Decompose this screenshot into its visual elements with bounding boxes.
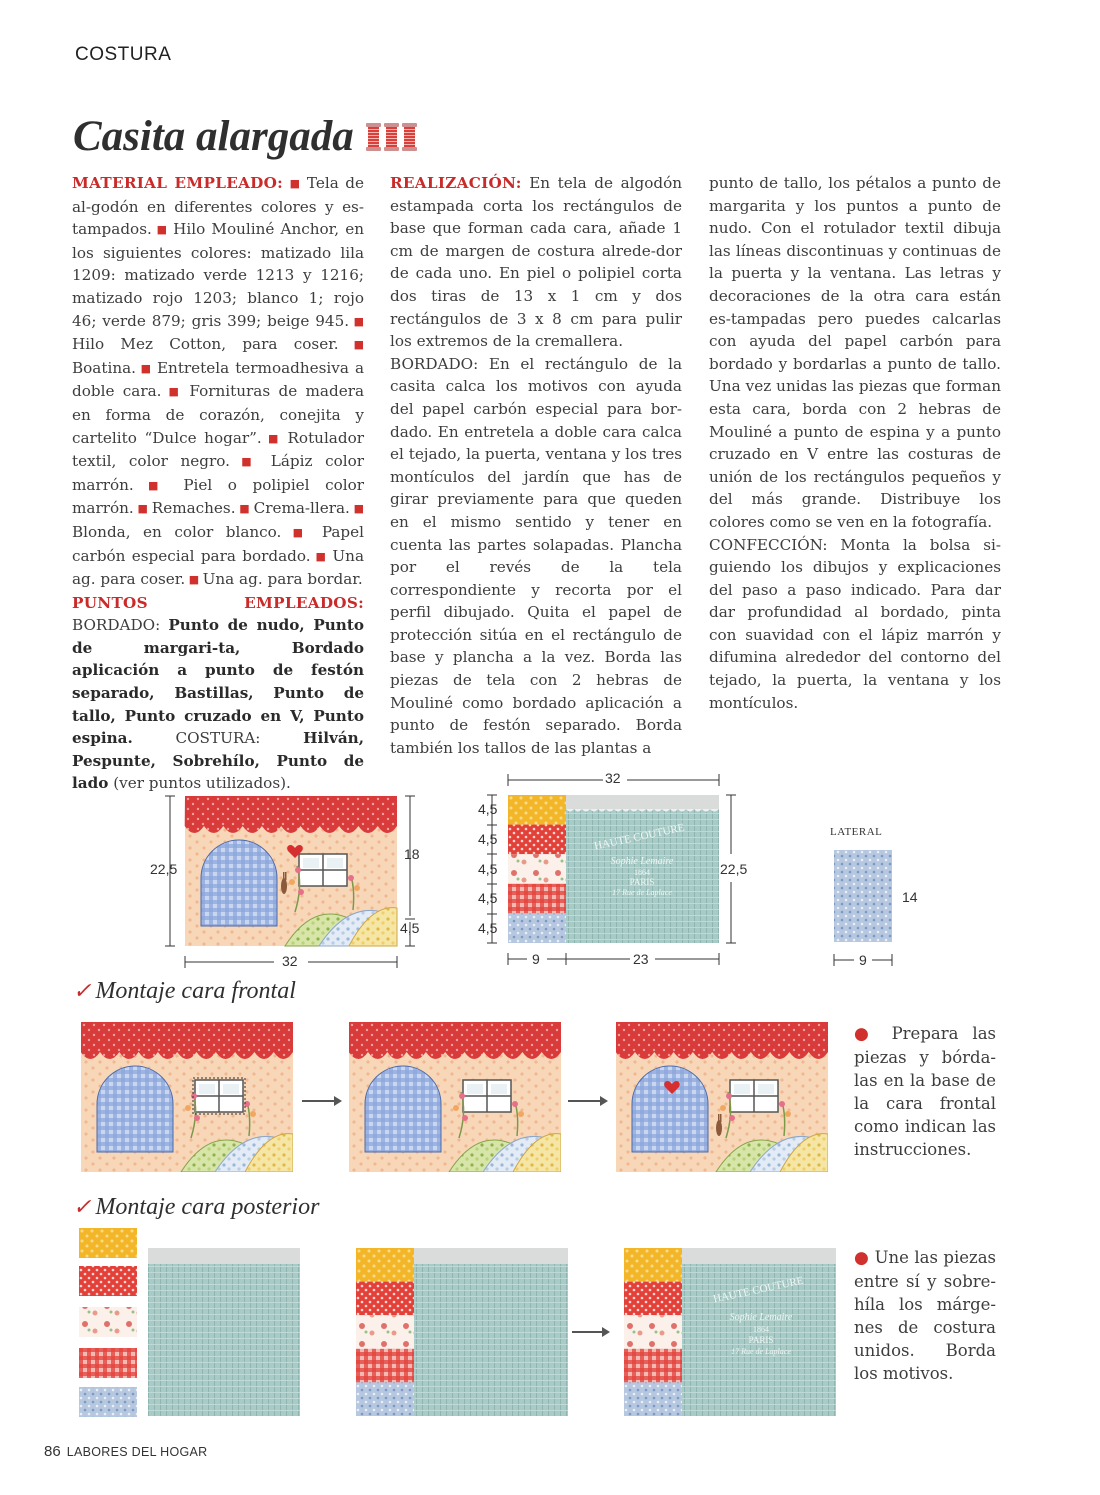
back-note-text: Une las piezas entre sí y sobre-híla los márge-nes de costura unidos. Borda los motivos. xyxy=(854,1248,996,1383)
material-list xyxy=(72,174,364,588)
lateral-diagram xyxy=(820,826,930,970)
costura-list: Hilván, Pespunte, Sobrehílo, Punto de lado xyxy=(72,729,365,793)
bullet-icon: ■ xyxy=(338,338,364,352)
text-column-2 xyxy=(390,172,682,759)
bullet-icon: ● xyxy=(854,1248,870,1268)
bullet-icon: ■ xyxy=(229,455,271,469)
back-top-width-label: 32 xyxy=(605,770,621,786)
bordado-list: Punto de nudo, Punto de margari-ta, Bordado aplicación a punto de festón separado, Bastillas, Punto de tallo, Punto cruzado en V, Punto espina. xyxy=(72,616,364,748)
material-item: Remaches. xyxy=(151,499,236,518)
material-item: Una ag. para bordar. xyxy=(202,570,363,589)
front-step-3 xyxy=(616,1022,828,1172)
lateral-width-label: 9 xyxy=(859,952,867,968)
front-width-label: 32 xyxy=(282,953,298,969)
back-step-2 xyxy=(356,1248,568,1416)
spool-icon xyxy=(366,123,381,151)
material-item: Tela de al-godón en diferentes colores y es-tampados. xyxy=(72,174,364,239)
bullet-icon: ■ xyxy=(289,177,307,190)
material-item: Fornituras de madera en forma de corazón, conejita y cartelito “Dulce hogar”. xyxy=(72,382,365,447)
material-item: Rotulador textil, color negro. xyxy=(72,428,364,471)
section-tag: COSTURA xyxy=(75,44,172,65)
material-item: Hilo Mouliné Anchor, en los siguientes colores: matizado lila 1209: matizado verde 1213 y 1216; matizado rojo 1203; blanco 1; rojo 46; verde 879; gris 399; beige 945. xyxy=(72,220,364,330)
bullet-icon: ■ xyxy=(133,478,184,492)
lateral-height-label: 14 xyxy=(902,889,918,905)
difficulty-spools-icon xyxy=(366,123,417,151)
spool-icon xyxy=(402,123,417,151)
stamp-line: 17 Rue de Laplace xyxy=(612,888,672,897)
realizacion-paragraph xyxy=(390,172,682,353)
step-arrow-icon xyxy=(302,1100,340,1102)
back-step-1 xyxy=(148,1248,300,1416)
realizacion-text: En tela de algodón estampada corta los rectángulos de base que forman cada cara, añade 1 cm de margen de costura alrede-dor de cada uno. En piel o polipiel corta dos tiras de 13 x 1 cm y dos rectángulos de 3 x 8 cm para pulir los extremos de la cremallera. xyxy=(390,174,682,351)
stamp-line: 17 Rue de Laplace xyxy=(731,1347,791,1356)
bordado-paragraph xyxy=(390,353,682,760)
back-row-label: 4,5 xyxy=(478,801,498,817)
back-step-3 xyxy=(624,1248,836,1416)
back-note xyxy=(854,1246,996,1385)
text-column-1 xyxy=(72,172,364,795)
page-number: 86 xyxy=(44,1443,61,1460)
front-note xyxy=(854,1022,996,1161)
back-assembly-heading: Montaje cara posterior xyxy=(95,1194,320,1220)
step-arrow-icon xyxy=(572,1331,608,1333)
material-item: Hilo Mez Cotton, para coser. xyxy=(72,335,339,354)
bullet-icon: ■ xyxy=(151,223,174,237)
back-row-label: 4,5 xyxy=(478,831,498,847)
material-item: Blonda, en color blanco. xyxy=(72,522,282,541)
page-title: Casita alargada xyxy=(73,113,354,160)
stamp-line: PARIS xyxy=(748,1335,774,1345)
bordado-label: BORDADO: xyxy=(72,616,161,635)
stamp-line: 1864 xyxy=(634,868,650,877)
spool-icon xyxy=(384,123,399,151)
material-paragraph xyxy=(72,172,364,592)
bullet-icon: ■ xyxy=(133,502,152,516)
confeccion-paragraph: CONFECCIÓN: Monta la bolsa si-guiendo los dibujos y explicaciones del paso a paso indicado. Para dar dar profundidad al bordado, pinta con suavidad con el lápiz marrón y difumina alrededor del contorno del tejado, la puerta, la ventana y los montículos. xyxy=(709,535,1001,712)
stamp-line: Sophie Lemaire xyxy=(610,856,674,867)
back-assembly-title xyxy=(73,1194,319,1221)
back-right-width-label: 23 xyxy=(633,951,649,967)
front-face-diagram xyxy=(150,790,440,970)
material-item: Boatina. xyxy=(72,358,136,377)
back-height-label: 22,5 xyxy=(720,861,748,877)
material-item: Lápiz color marrón. xyxy=(72,452,364,494)
bullet-icon: ■ xyxy=(161,385,190,399)
front-height-label: 22,5 xyxy=(150,861,178,877)
check-icon: ✓ xyxy=(73,1195,92,1220)
front-assembly-title xyxy=(73,978,296,1005)
title-row xyxy=(73,112,417,161)
realizacion-heading: REALIZACIÓN: xyxy=(390,174,522,192)
front-lower-label: 4,5 xyxy=(400,920,420,936)
bullet-icon: ■ xyxy=(310,549,333,563)
front-note-text: Prepara las piezas y bórda-las en la base de la cara frontal como indican las instrucciones. xyxy=(854,1024,996,1159)
material-item: Entretela termoadhesiva a doble cara. xyxy=(72,358,364,401)
stamp-line: Sophie Lemaire xyxy=(729,1312,793,1323)
bullet-icon: ● xyxy=(854,1024,878,1044)
bullet-icon: ■ xyxy=(349,314,364,328)
check-icon: ✓ xyxy=(73,979,92,1004)
costura-label: COSTURA: xyxy=(175,729,261,748)
material-heading: MATERIAL EMPLEADO: xyxy=(72,174,284,192)
bullet-icon: ■ xyxy=(135,361,157,375)
back-row-label: 4,5 xyxy=(478,920,498,936)
step-arrow-icon xyxy=(568,1100,606,1102)
back-row-label: 4,5 xyxy=(478,890,498,906)
puntos-heading: PUNTOS EMPLEADOS: xyxy=(72,593,364,612)
material-item: Piel o polipiel color marrón. xyxy=(72,475,364,518)
stamp-line: 1864 xyxy=(753,1325,769,1334)
bullet-icon: ■ xyxy=(185,573,203,587)
puntos-paragraph xyxy=(72,592,364,795)
bullet-icon: ■ xyxy=(235,502,254,516)
bordado-text-part: punto de tallo, los pétalos a punto de margarita y los puntos a punto de nudo. Con el rotulador textil dibuja las líneas discontinuas y continuas de la puerta y la ventana. Las letras y decoraciones de la otra cara están es-tampadas pero puedes calcarlas con ayuda del papel carbón para bordado y bordarlas a punto de tallo. Una vez unidas las piezas que forman esta cara, borda con 2 hebras de Mouliné a punto de espina y a punto cruzado en V entre las costuras de unión de los rectángulos pequeños y del más grande. Distribuye los colores como se ven en la fotografía. xyxy=(709,174,1001,531)
magazine-name: LABORES DEL HOGAR xyxy=(66,1445,208,1459)
back-row-label: 4,5 xyxy=(478,861,498,877)
front-step-2 xyxy=(349,1022,561,1172)
front-assembly-heading: Montaje cara frontal xyxy=(95,978,296,1004)
bullet-icon: ■ xyxy=(349,502,364,516)
stamp-line: PARIS xyxy=(629,877,655,887)
bordado-text-part: BORDADO: En el rectángulo de la casita calca los motivos con ayuda del papel carbón especial para bor-dado. En entretela a doble cara calca el tejado, la puerta, ventana y los tres montículos del jardín que has de girar previamente para que queden en el mismo sentido y tener en cuenta las partes solapadas. Plancha por el revés de la tela correspondiente y recorta por el perfil dibujado. Quita el papel de protección sitúa en el rectángulo de base y plancha a la vez. Borda las piezas de tela con 2 hebras de Mouliné como bordado aplicación a punto de festón separado. Borda también los tallos de las plantas a xyxy=(390,354,682,757)
costura-tail: (ver puntos utilizados). xyxy=(113,774,291,793)
text-column-3 xyxy=(709,172,1001,714)
stamp-line: HAUTE COUTURE xyxy=(712,1274,805,1306)
back-left-width-label: 9 xyxy=(532,951,540,967)
lateral-label: LATERAL xyxy=(830,826,883,838)
front-upper-label: 18 xyxy=(404,846,420,862)
stamp-line: HAUTE COUTURE xyxy=(593,821,686,853)
back-face-diagram xyxy=(475,768,765,974)
material-item: Papel carbón especial para bordado. xyxy=(72,522,364,565)
front-step-1 xyxy=(81,1022,293,1172)
bullet-icon: ■ xyxy=(281,525,322,539)
material-item: Crema-llera. xyxy=(253,499,350,518)
front-face-art xyxy=(150,790,440,970)
bordado-continued xyxy=(709,172,1001,534)
bullet-icon: ■ xyxy=(261,431,288,445)
page-footer xyxy=(44,1443,207,1460)
back-pieces-stack xyxy=(79,1228,139,1418)
material-item: Una ag. para coser. xyxy=(72,546,365,589)
